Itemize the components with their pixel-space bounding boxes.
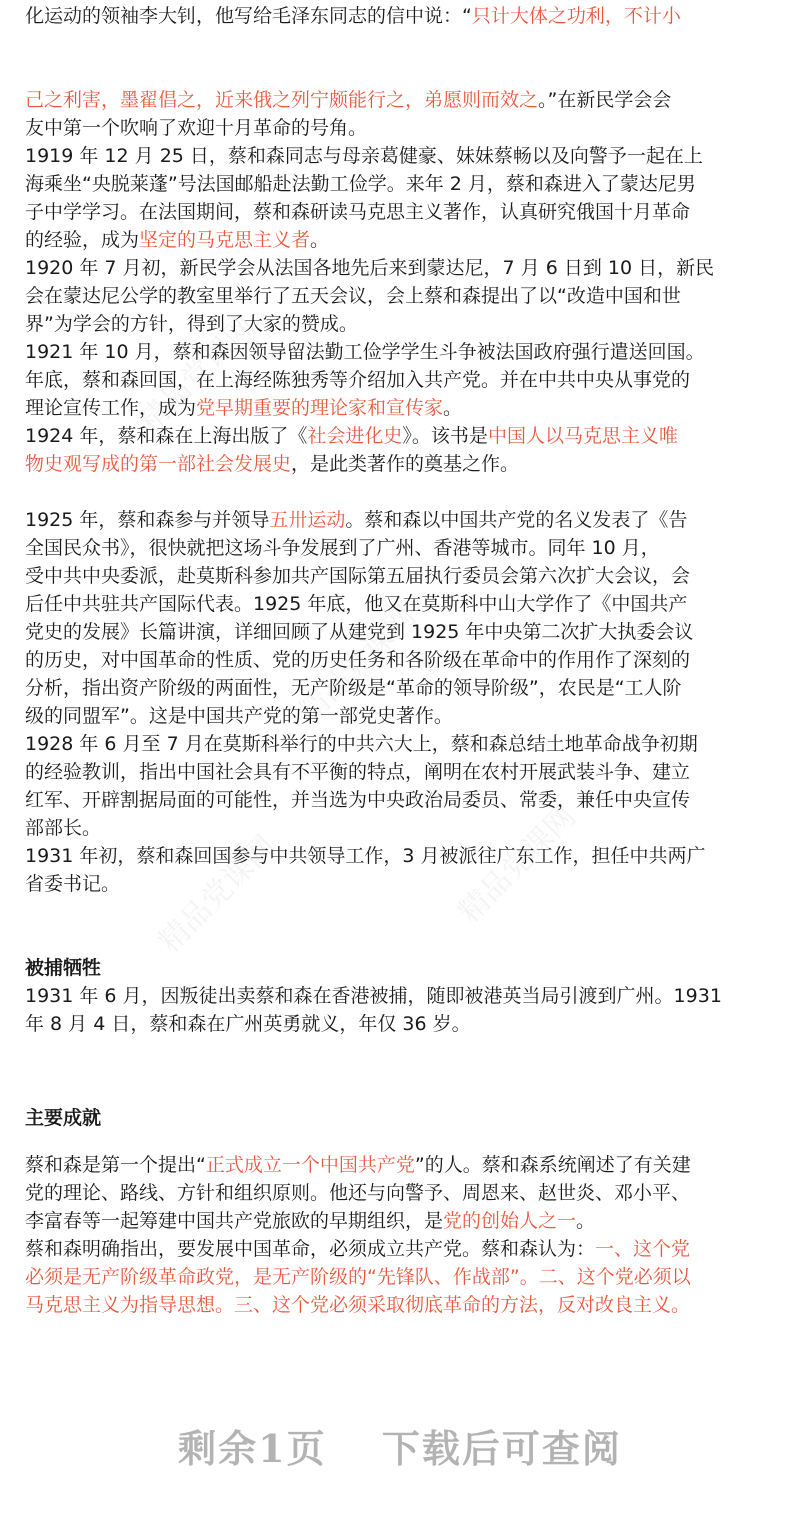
text-line	[25, 758, 778, 786]
section-heading	[25, 1104, 778, 1132]
text-line	[25, 814, 778, 842]
text-segment: 1920 年 7 月初，新民学会从法国各地先后来到蒙达尼，7 月 6 日到 10 日，新民	[25, 257, 715, 279]
highlighted-text: 五卅运动	[269, 509, 346, 531]
text-segment: 党的理论、路线、方针和组织原则。他还与向警予、周恩来、赵世炎、邓小平、	[25, 1182, 691, 1204]
text-segment: ，是此类著作的奠基之作。	[291, 453, 520, 475]
text-segment: 年 8 月 4 日，蔡和森在广州英勇就义，年仅 36 岁。	[25, 1013, 471, 1035]
highlighted-text: 马克思主义为指导思想。三、这个党必须采取彻底革命的方法，反对改良主义。	[25, 1294, 691, 1316]
remaining-pages-label: 剩余1页	[178, 1426, 327, 1471]
text-segment: 部部长。	[25, 817, 102, 839]
text-segment: 会在蒙达尼公学的教室里举行了五天会议，会上蔡和森提出了以“改造中国和世	[25, 285, 681, 307]
text-segment: 的经验，成为	[25, 229, 140, 251]
text-line	[25, 282, 778, 310]
text-line	[25, 534, 778, 562]
text-line	[25, 982, 778, 1010]
text-segment: 理论宣传工作，成为	[25, 397, 197, 419]
download-prompt[interactable]	[0, 1418, 800, 1474]
text-segment: 1931 年 6 月，因叛徒出卖蔡和森在香港被捕，随即被港英当局引渡到广州。1931	[25, 985, 722, 1007]
text-segment: 。蔡和森以中国共产党的名义发表了《告	[345, 509, 688, 531]
text-segment: 海乘坐“央脱莱蓬”号法国邮船赴法勤工俭学。来年 2 月，蔡和森进入了蒙达尼男	[25, 173, 696, 195]
text-segment: 全国民众书》，很快就把这场斗争发展到了广州、香港等城市。同年 10 月，	[25, 537, 660, 559]
text-line	[25, 1151, 778, 1179]
text-segment: 省委书记。	[25, 873, 121, 895]
text-line	[25, 674, 778, 702]
text-line	[25, 702, 778, 730]
text-segment: 级的同盟军”。这是中国共产党的第一部党史著作。	[25, 705, 453, 727]
heading-text: 主要成就	[25, 1107, 102, 1129]
text-segment: 。”在新民学会会	[538, 89, 672, 111]
text-segment: 。	[310, 229, 330, 251]
text-line	[25, 1263, 778, 1291]
highlighted-text: 只计大体之功利，不计小	[471, 5, 681, 27]
highlighted-text: 坚定的马克思主义者	[139, 229, 311, 251]
heading-text: 被捕牺牲	[25, 957, 102, 979]
text-line	[25, 1235, 778, 1263]
highlighted-text: 党早期重要的理论家和宣传家	[196, 397, 444, 419]
text-segment: 友中第一个吹响了欢迎十月革命的号角。	[25, 117, 368, 139]
text-segment: 界”为学会的方针，得到了大家的赞成。	[25, 313, 358, 335]
text-line	[25, 254, 778, 282]
text-line	[25, 870, 778, 898]
text-segment: 》。该书是	[402, 425, 488, 447]
highlighted-text: 正式成立一个中国共产党	[205, 1154, 415, 1176]
text-segment: 。	[576, 1210, 596, 1232]
text-line	[25, 1207, 778, 1235]
text-segment: 的历史，对中国革命的性质、党的历史任务和各阶级在革命中的作用作了深刻的	[25, 649, 691, 671]
text-line	[25, 86, 778, 114]
text-line	[25, 310, 778, 338]
text-line	[25, 338, 778, 366]
text-line	[25, 422, 778, 450]
text-segment: 李富春等一起筹建中国共产党旅欧的早期组织，是	[25, 1210, 444, 1232]
text-segment: 蔡和森是第一个提出“	[25, 1154, 206, 1176]
text-segment: 1924 年，蔡和森在上海出版了《	[25, 425, 308, 447]
text-segment: 1921 年 10 月，蔡和森因领导留法勤工俭学学生斗争被法国政府强行遣送回国。	[25, 341, 705, 363]
text-segment: 年底，蔡和森回国，在上海经陈独秀等介绍加入共产党。并在中共中央从事党的	[25, 369, 691, 391]
text-line	[25, 198, 778, 226]
text-segment: 子中学学习。在法国期间，蔡和森研读马克思主义著作，认真研究俄国十月革命	[25, 201, 691, 223]
text-segment: 受中共中央委派，赴莫斯科参加共产国际第五届执行委员会第六次扩大会议，会	[25, 565, 691, 587]
text-segment: 化运动的领袖李大钊，他写给毛泽东同志的信中说：“	[25, 5, 472, 27]
text-segment: 1919 年 12 月 25 日，蔡和森同志与母亲葛健豪、妹妹蔡畅以及向警予一起在上	[25, 145, 703, 167]
text-line	[25, 506, 778, 534]
text-segment: 蔡和森明确指出，要发展中国革命，必须成立共产党。蔡和森认为：	[25, 1238, 596, 1260]
text-line	[25, 170, 778, 198]
highlighted-text: 必须是无产阶级革命政党，是无产阶级的“先锋队、作战部”。二、这个党必须以	[25, 1266, 691, 1288]
text-segment: ”的人。蔡和森系统阐述了有关建	[414, 1154, 691, 1176]
text-line	[25, 142, 778, 170]
text-line	[25, 562, 778, 590]
text-line	[25, 842, 778, 870]
text-segment: 1931 年初，蔡和森回国参与中共领导工作，3 月被派往广东工作，担任中共两广	[25, 845, 706, 867]
text-line	[25, 366, 778, 394]
text-line	[25, 646, 778, 674]
text-line	[25, 1291, 778, 1319]
highlighted-text: 一、这个党	[595, 1238, 691, 1260]
text-line	[25, 2, 778, 30]
text-line	[25, 226, 778, 254]
text-line	[25, 730, 778, 758]
section-heading	[25, 954, 778, 982]
download-to-view-label: 下载后可查阅	[381, 1426, 622, 1471]
highlighted-text: 党的创始人之一	[443, 1210, 577, 1232]
text-line	[25, 1010, 778, 1038]
text-segment: 后任中共驻共产国际代表。1925 年底，他又在莫斯科中山大学作了《中国共产	[25, 593, 688, 615]
text-line	[25, 114, 778, 142]
highlighted-text: 社会进化史	[307, 425, 403, 447]
text-segment: 分析，指出资产阶级的两面性，无产阶级是“革命的领导阶级”，农民是“工人阶	[25, 677, 682, 699]
highlighted-text: 中国人以马克思主义唯	[487, 425, 678, 447]
highlighted-text: 物史观写成的第一部社会发展史	[25, 453, 292, 475]
text-segment: 1928 年 6 月至 7 月在莫斯科举行的中共六大上，蔡和森总结土地革命战争初期	[25, 733, 698, 755]
text-line	[25, 1179, 778, 1207]
text-segment: 红军、开辟割据局面的可能性，并当选为中央政治局委员、常委，兼任中央宣传	[25, 789, 691, 811]
text-line	[25, 450, 778, 478]
text-segment: 党史的发展》长篇讲演，详细回顾了从建党到 1925 年中央第二次扩大执委会议	[25, 621, 694, 643]
text-segment: 。	[443, 397, 463, 419]
text-segment: 的经验教训，指出中国社会具有不平衡的特点，阐明在农村开展武装斗争、建立	[25, 761, 691, 783]
text-line	[25, 786, 778, 814]
text-segment: 1925 年，蔡和森参与并领导	[25, 509, 270, 531]
highlighted-text: 己之利害，墨翟倡之，近来俄之列宁颇能行之，弟愿则而效之	[25, 89, 539, 111]
